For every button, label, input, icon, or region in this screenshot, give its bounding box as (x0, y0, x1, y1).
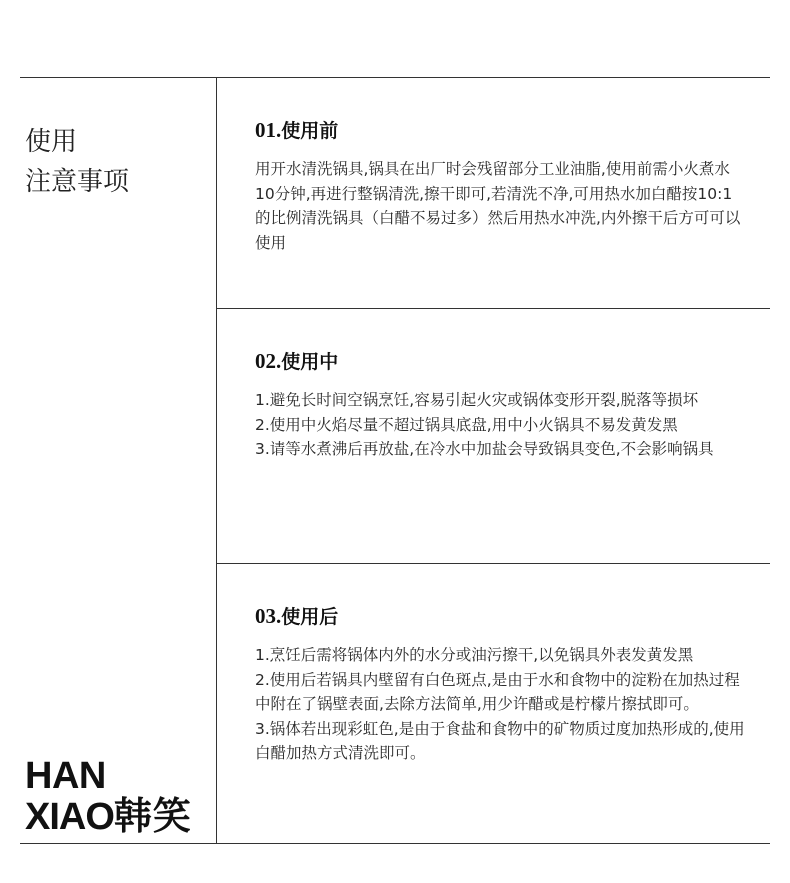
section-body (255, 157, 745, 255)
section-during-use (255, 347, 745, 462)
brand-chinese: 韩笑 (113, 794, 192, 838)
section-title-text: 使用中 (281, 351, 339, 373)
paragraph: 2.使用后若锅具内壁留有白色斑点,是由于水和食物中的淀粉在加热过程中附在了锅壁表面,去除方法简单,用少许醋或是柠檬片擦拭即可。 (255, 670, 740, 713)
column-divider (216, 77, 217, 844)
row-divider-1 (216, 308, 770, 309)
brand-line-2 (25, 796, 192, 837)
section-number: 01. (255, 118, 282, 142)
row-divider-2 (216, 563, 770, 564)
section-number: 03. (255, 604, 282, 628)
section-title-text: 使用前 (281, 120, 339, 142)
section-body (255, 388, 745, 462)
heading-line-1: 使用 (25, 127, 78, 157)
heading-line-2: 注意事项 (25, 167, 130, 197)
brand-logo (25, 756, 192, 837)
section-title (255, 602, 745, 629)
paragraph: 用开水清洗锅具,锅具在出厂时会残留部分工业油脂,使用前需小火煮水10分钟,再进行整锅清洗,擦干即可,若清洗不净,可用热水加白醋按10:1的比例清洗锅具（白醋不易过多）然后用热水冲洗,内外擦干后方可可以使用 (255, 160, 741, 252)
brand-latin: XIAO (25, 796, 114, 838)
section-before-use (255, 116, 745, 255)
section-number: 02. (255, 349, 282, 373)
section-title (255, 116, 745, 143)
paragraph: 1.烹饪后需将锅体内外的水分或油污擦干,以免锅具外表发黄发黑 (255, 646, 694, 664)
section-body (255, 643, 745, 766)
paragraph: 1.避免长时间空锅烹饪,容易引起火灾或锅体变形开裂,脱落等损坏 (255, 391, 699, 409)
paragraph: 3.请等水煮沸后再放盐,在冷水中加盐会导致锅具变色,不会影响锅具 (255, 440, 714, 458)
top-divider (20, 77, 770, 78)
paragraph: 2.使用中火焰尽量不超过锅具底盘,用中小火锅具不易发黄发黑 (255, 415, 678, 434)
section-title (255, 347, 745, 374)
usage-notes-heading (25, 122, 129, 202)
section-title-text: 使用后 (281, 606, 339, 628)
brand-line-1: HAN (25, 755, 106, 797)
paragraph: 3.锅体若出现彩虹色,是由于食盐和食物中的矿物质过度加热形成的,使用白醋加热方式清洗即可。 (255, 719, 745, 762)
section-after-use (255, 602, 745, 766)
bottom-divider (20, 843, 770, 844)
